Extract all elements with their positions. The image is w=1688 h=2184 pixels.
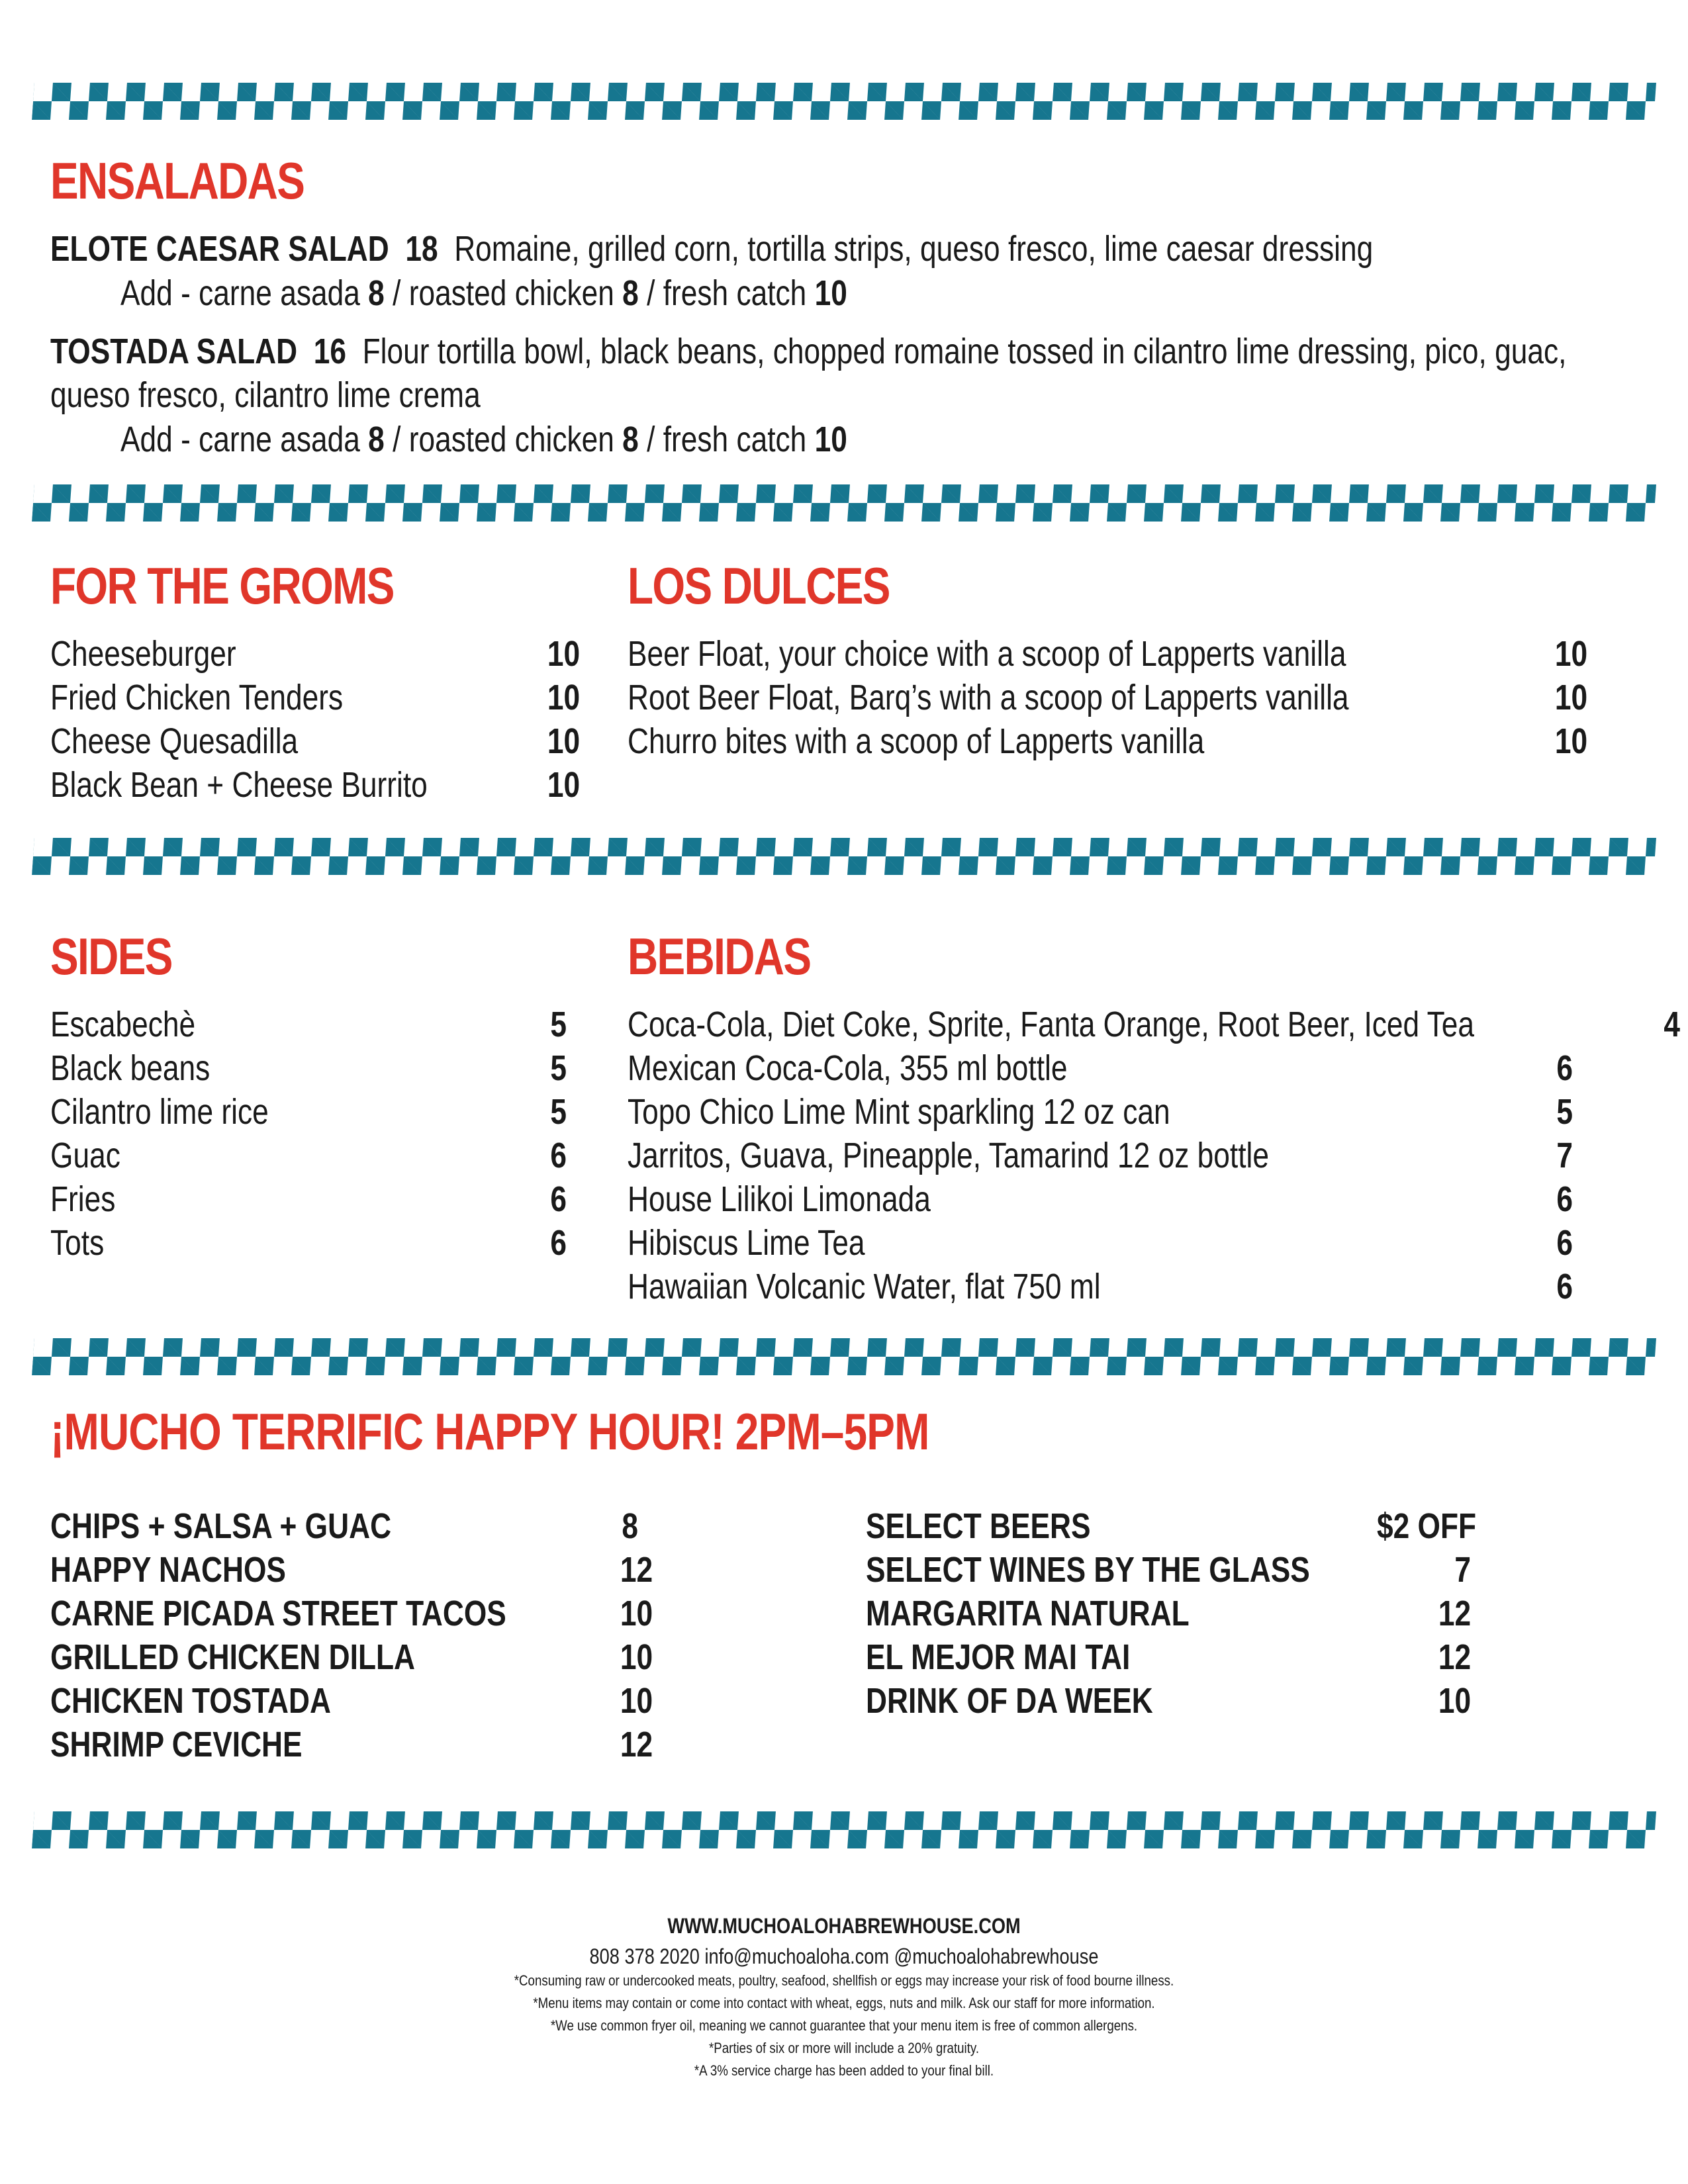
- caesar-salad-desc: Romaine, grilled corn, tortilla strips, queso fresco, lime caesar dressing: [454, 229, 1374, 269]
- item-name: Hawaiian Volcanic Water, flat 750 ml: [628, 1267, 1101, 1306]
- item-price: 5: [1556, 1092, 1573, 1132]
- checker-border: [32, 1811, 1656, 1848]
- list-item: [628, 1134, 1573, 1177]
- happy-hour-heading: ¡MUCHO TERRIFIC HAPPY HOUR! 2PM–5PM: [50, 1402, 929, 1461]
- item-price: 6: [1556, 1267, 1573, 1306]
- item-name: House Lilikoi Limonada: [628, 1179, 931, 1219]
- caesar-salad-addon: [120, 273, 847, 314]
- item-name: Root Beer Float, Barq’s with a scoop of Lapperts vanilla: [628, 678, 1349, 717]
- item-name: Beer Float, your choice with a scoop of Lapperts vanilla: [628, 634, 1346, 674]
- item-name: Fried Chicken Tenders: [50, 678, 344, 717]
- caesar-salad-line: [50, 228, 1373, 269]
- checker-border: [32, 838, 1656, 875]
- list-item: [50, 1046, 567, 1090]
- item-price: 8: [622, 1506, 638, 1546]
- contact-info: 808 378 2020 info@muchoaloha.com @muchoalohabrewhouse: [589, 1944, 1099, 1968]
- addon-text: / roasted chicken: [393, 420, 614, 459]
- addon-text: / fresh catch: [647, 420, 807, 459]
- item-price: 10: [547, 765, 580, 805]
- addon-price: 8: [622, 420, 639, 459]
- item-name: CHICKEN TOSTADA: [50, 1681, 331, 1721]
- item-price: 6: [1556, 1179, 1573, 1219]
- list-item: [50, 632, 580, 676]
- list-item: [50, 1548, 653, 1592]
- list-item: [628, 1090, 1573, 1134]
- item-name: Churro bites with a scoop of Lapperts vanilla: [628, 721, 1205, 761]
- addon-text: / roasted chicken: [393, 273, 614, 313]
- list-item: [628, 632, 1587, 676]
- list-item: [50, 1134, 567, 1177]
- item-price: 6: [550, 1223, 567, 1263]
- item-name: MARGARITA NATURAL: [866, 1594, 1190, 1633]
- addon-text: Add - carne asada: [120, 273, 360, 313]
- item-name: SELECT BEERS: [866, 1506, 1091, 1546]
- checker-border: [32, 83, 1656, 120]
- checker-border: [32, 484, 1656, 522]
- list-item: [628, 1003, 1680, 1046]
- groms-heading: FOR THE GROMS: [50, 557, 394, 615]
- ensaladas-heading: ENSALADAS: [50, 152, 305, 210]
- list-item: [628, 1265, 1573, 1308]
- list-item: [50, 1679, 653, 1723]
- footer-note: *A 3% service charge has been added to your final bill.: [694, 2062, 994, 2079]
- addon-price: 8: [622, 273, 639, 313]
- item-name: HAPPY NACHOS: [50, 1550, 286, 1590]
- list-item: [50, 1592, 653, 1635]
- item-price: 6: [1556, 1223, 1573, 1263]
- footer-note: *Consuming raw or undercooked meats, poultry, seafood, shellfish or eggs may increase your risk of food bourne illness.: [514, 1972, 1174, 1989]
- item-name: SELECT WINES BY THE GLASS: [866, 1550, 1310, 1590]
- footer: [0, 1913, 1688, 2082]
- list-item: [866, 1548, 1476, 1592]
- addon-price: 10: [814, 273, 847, 313]
- list-item: [50, 1003, 567, 1046]
- item-price: 10: [547, 678, 580, 717]
- item-price: 12: [1438, 1594, 1471, 1633]
- item-price: 6: [550, 1136, 567, 1175]
- item-price: 10: [620, 1594, 653, 1633]
- item-name: Cilantro lime rice: [50, 1092, 269, 1132]
- item-name: Fries: [50, 1179, 116, 1219]
- checker-border: [32, 1338, 1656, 1375]
- addon-price: 8: [368, 273, 385, 313]
- item-price: 12: [620, 1725, 653, 1764]
- item-name: Coca-Cola, Diet Coke, Sprite, Fanta Orange, Root Beer, Iced Tea: [628, 1005, 1475, 1044]
- caesar-salad-name: ELOTE CAESAR SALAD: [50, 229, 389, 269]
- item-price: 5: [550, 1005, 567, 1044]
- list-item: [50, 1090, 567, 1134]
- item-name: EL MEJOR MAI TAI: [866, 1637, 1131, 1677]
- item-name: Black Bean + Cheese Burrito: [50, 765, 428, 805]
- list-item: [628, 1221, 1573, 1265]
- item-name: DRINK OF DA WEEK: [866, 1681, 1153, 1721]
- item-price: 6: [550, 1179, 567, 1219]
- item-price: 7: [1556, 1136, 1573, 1175]
- item-name: Jarritos, Guava, Pineapple, Tamarind 12 oz bottle: [628, 1136, 1269, 1175]
- addon-price: 10: [814, 420, 847, 459]
- item-name: CHIPS + SALSA + GUAC: [50, 1506, 392, 1546]
- item-price: 10: [547, 634, 580, 674]
- item-price: 10: [1554, 634, 1587, 674]
- item-name: Topo Chico Lime Mint sparkling 12 oz can: [628, 1092, 1170, 1132]
- sides-heading: SIDES: [50, 927, 172, 985]
- item-price: 10: [1554, 678, 1587, 717]
- list-item: [866, 1504, 1476, 1548]
- item-price: 7: [1454, 1550, 1471, 1590]
- tostada-salad-price: 16: [313, 332, 346, 371]
- item-price: 6: [1556, 1048, 1573, 1088]
- item-price: 5: [550, 1048, 567, 1088]
- list-item: [628, 1177, 1573, 1221]
- item-price: 10: [620, 1637, 653, 1677]
- list-item: [50, 1635, 653, 1679]
- item-price: 10: [1438, 1681, 1471, 1721]
- item-price: 5: [550, 1092, 567, 1132]
- item-price: 10: [1554, 721, 1587, 761]
- footer-note: *Parties of six or more will include a 20% gratuity.: [708, 2040, 980, 2056]
- tostada-salad-addon: [120, 419, 847, 460]
- item-name: Guac: [50, 1136, 120, 1175]
- list-item: [50, 1177, 567, 1221]
- item-name: Tots: [50, 1223, 105, 1263]
- item-price: 12: [1438, 1637, 1471, 1677]
- footer-note: *We use common fryer oil, meaning we cannot guarantee that your menu item is free of common allergens.: [550, 2017, 1138, 2034]
- dulces-heading: LOS DULCES: [628, 557, 890, 615]
- tostada-salad-desc: Flour tortilla bowl, black beans, chopped romaine tossed in cilantro lime dressing, pico, guac,: [362, 332, 1567, 371]
- list-item: [628, 719, 1587, 763]
- list-item: [50, 1221, 567, 1265]
- item-name: Mexican Coca-Cola, 355 ml bottle: [628, 1048, 1068, 1088]
- list-item: [866, 1635, 1476, 1679]
- item-price: 12: [620, 1550, 653, 1590]
- addon-text: Add - carne asada: [120, 420, 360, 459]
- tostada-salad-desc-2: queso fresco, cilantro lime crema: [50, 375, 481, 415]
- item-name: GRILLED CHICKEN DILLA: [50, 1637, 416, 1677]
- item-name: Hibiscus Lime Tea: [628, 1223, 865, 1263]
- addon-text: / fresh catch: [647, 273, 807, 313]
- item-name: Cheese Quesadilla: [50, 721, 299, 761]
- list-item: [866, 1679, 1476, 1723]
- item-price: 10: [620, 1681, 653, 1721]
- tostada-salad-name: TOSTADA SALAD: [50, 332, 298, 371]
- bebidas-heading: BEBIDAS: [628, 927, 811, 985]
- tostada-salad-line: [50, 331, 1566, 372]
- item-name: Cheeseburger: [50, 634, 236, 674]
- item-name: CARNE PICADA STREET TACOS: [50, 1594, 506, 1633]
- list-item: [50, 1504, 653, 1548]
- item-price: 10: [547, 721, 580, 761]
- list-item: [50, 719, 580, 763]
- caesar-salad-price: 18: [405, 229, 438, 269]
- list-item: [628, 1046, 1573, 1090]
- item-name: Black beans: [50, 1048, 211, 1088]
- item-price: 4: [1664, 1005, 1680, 1044]
- list-item: [50, 676, 580, 719]
- list-item: [628, 676, 1587, 719]
- list-item: [50, 763, 580, 807]
- footer-note: *Menu items may contain or come into contact with wheat, eggs, nuts and milk. Ask our staff for more information.: [533, 1995, 1155, 2011]
- list-item: [50, 1723, 653, 1766]
- list-item: [866, 1592, 1476, 1635]
- addon-price: 8: [368, 420, 385, 459]
- item-name: SHRIMP CEVICHE: [50, 1725, 303, 1764]
- item-price: $2 OFF: [1376, 1506, 1476, 1546]
- website-link[interactable]: WWW.MUCHOALOHABREWHOUSE.COM: [667, 1914, 1021, 1938]
- item-name: Escabechè: [50, 1005, 196, 1044]
